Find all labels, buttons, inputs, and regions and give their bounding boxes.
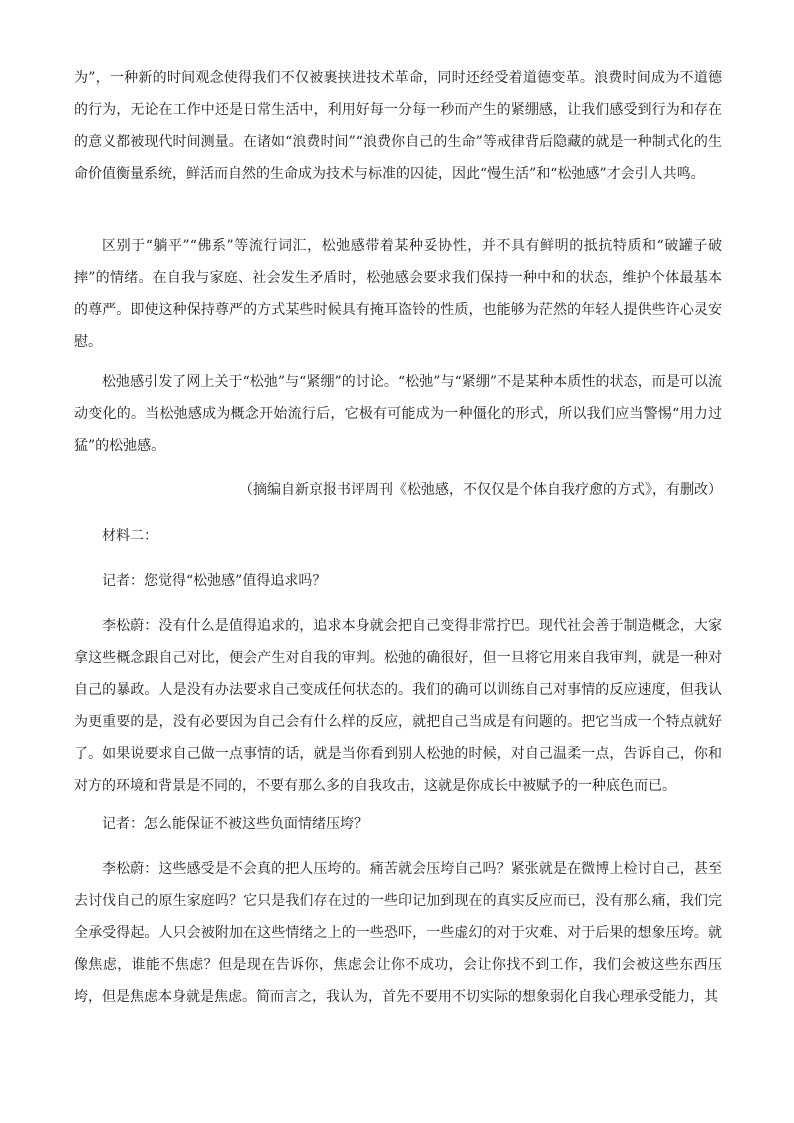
source-citation: （摘编自新京报书评周刊《松弛感，不仅仅是个体自我疗愈的方式》，有删改） bbox=[239, 482, 722, 498]
paragraph-relaxation-discussion: 松弛感引发了网上关于“松弛”与“紧绷”的讨论。“松弛”与“紧绷”不是某种本质性的状态，而是可以流动变化的。当松弛感成为概念开始流行后，它极有可能成为一种僵化的形式，所以我们应当警惕“用力过猛”的松弛感。 bbox=[74, 374, 722, 454]
paragraph-relaxation-compromise: 区别于“躺平”“佛系”等流行词汇，松弛感带着某种妥协性，并不具有鲜明的抵抗特质和“破罐子破摔”的情绪。在自我与家庭、社会发生矛盾时，松弛感会要求我们保持一种中和的状态，维护个体最基本的尊严。即使这种保持尊严的方式某些时候具有掩耳盗铃的性质，也能够为茫然的年轻人提供些许心灵安慰。 bbox=[74, 238, 722, 350]
li-songwei-answer-1: 李松蔚：没有什么是值得追求的，追求本身就会把自己变得非常拧巴。现代社会善于制造概念，大家拿这些概念跟自己对比，便会产生对自我的审判。松弛的确很好，但一旦将它用来自我审判，就是一种对自己的暴政。人是没有办法要求自己变成任何状态的。我们的确可以训练自己对事情的反应速度，但我认为更重要的是，没有必要因为自己会有什么样的反应，就把自己当成是有问题的。把它当成一个特点就好了。如果说要求自己做一点事情的话，就是当你看到别人松弛的时候，对自己温柔一点，告诉自己，你和对方的环境和背景是不同的，不要有那么多的自我攻击，这就是你成长中被赋予的一种底色而已。 bbox=[74, 618, 722, 794]
paragraph-time-concept: 为”，一种新的时间观念使得我们不仅被裹挟进技术革命，同时还经受着道德变革。浪费时间成为不道德的行为，无论在工作中还是日常生活中，利用好每一分每一秒而产生的紧绷感，让我们感受到行为和存在的意义都被现代时间测量。在诸如“浪费时间”“浪费你自己的生命”等戒律背后隐藏的就是一种制式化的生命价值衡量系统，鲜活而自然的生命成为技术与标准的囚徒，因此“慢生活”和“松弛感”才会引人共鸣。 bbox=[74, 70, 722, 182]
reporter-question-1: 记者：您觉得“松弛感”值得追求吗？ bbox=[102, 573, 327, 589]
material-two-heading: 材料二： bbox=[102, 528, 158, 544]
li-songwei-answer-2: 李松蔚：这些感受是不会真的把人压垮的。痛苦就会压垮自己吗？紧张就是在微博上检讨自己，甚至去讨伐自己的原生家庭吗？它只是我们存在过的一些印记加到现在的真实反应而已，没有那么痛，我们完全承受得起。人只会被附加在这些情绪之上的一些恐吓，一些虚幻的对于灾难、对于后果的想象压垮。就像焦虑，谁能不焦虑？但是现在告诉你，焦虑会让你不成功，会让你找不到工作，我们会被这些东西压垮，但是焦虑本身就是焦虑。简而言之，我认为，首先不要用不切实际的想象弱化自我心理承受能力，其 bbox=[74, 861, 722, 1005]
reporter-question-2: 记者：怎么能保证不被这些负面情绪压垮？ bbox=[102, 816, 368, 832]
